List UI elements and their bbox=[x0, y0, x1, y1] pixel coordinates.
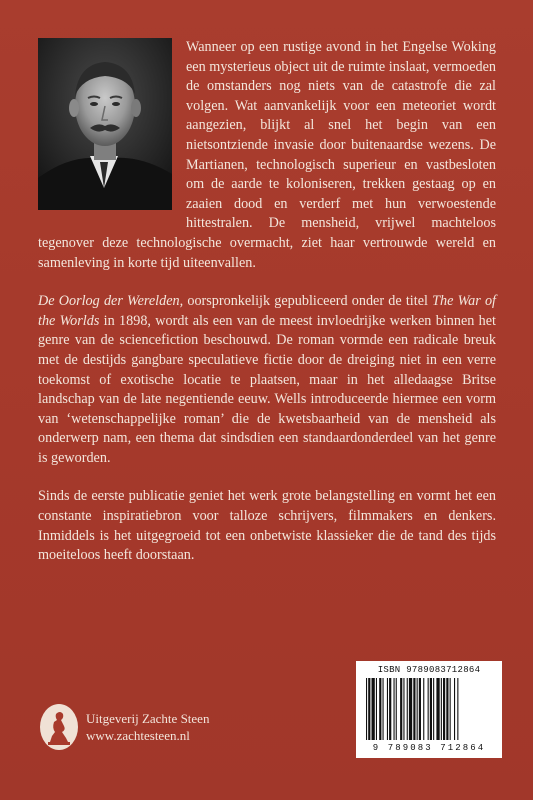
barcode-stripe bbox=[433, 678, 434, 740]
barcode-stripe bbox=[387, 678, 388, 740]
barcode-stripe bbox=[454, 678, 455, 740]
book-title: De Oorlog der Werelden, bbox=[38, 293, 184, 310]
barcode-stripe bbox=[423, 678, 424, 740]
thinker-statue-icon bbox=[40, 704, 78, 750]
publisher-url: www.zachtesteen.nl bbox=[86, 728, 190, 743]
barcode-stripe bbox=[450, 678, 451, 740]
blurb-paragraph-2-part-b: in 1898, wordt als een van de meest invloedrijke werken binnen het genre van de sciencefiction beschouwd. De roman vormde een radicale breuk met de destijds gangbare speculatieve fictie door de dreiging niet in een verre toekomst of exotische locatie te plaatsen, maar in het alledaagse Britse landschap van de late negentiende eeuw. Wells introduceerde hiermee een vorm van ‘wetenschappelijke roman’ die de kwetsbaarheid van de mensheid als onderwerp nam, een thema dat sindsdien een standaardonderdeel van het genre is geworden. bbox=[38, 312, 496, 466]
barcode-stripe bbox=[417, 678, 418, 740]
barcode-stripe bbox=[368, 678, 370, 740]
barcode-stripe bbox=[419, 678, 421, 740]
barcode-digits: 9 789083 712864 bbox=[372, 743, 486, 753]
barcode-stripe bbox=[394, 678, 395, 740]
barcode-stripe bbox=[436, 678, 439, 740]
barcode bbox=[356, 661, 502, 758]
barcode-stripe bbox=[389, 678, 391, 740]
barcode-stripe bbox=[403, 678, 404, 740]
barcode-stripe bbox=[376, 678, 377, 740]
portrait-spacer bbox=[38, 38, 186, 216]
barcode-stripe bbox=[457, 678, 458, 740]
barcode-bars bbox=[366, 678, 492, 740]
barcode-stripe bbox=[413, 678, 415, 740]
barcode-stripe bbox=[428, 678, 429, 740]
blurb-paragraph-2-part-a: oorspronkelijk gepubliceerd onder de titel bbox=[183, 293, 433, 310]
publisher-name: Uitgeverij Zachte Steen bbox=[86, 711, 210, 726]
barcode-stripe bbox=[443, 678, 445, 740]
barcode-stripe bbox=[409, 678, 412, 740]
barcode-stripe bbox=[400, 678, 402, 740]
isbn-label: ISBN 9789083712864 bbox=[377, 665, 481, 675]
barcode-stripe bbox=[407, 678, 408, 740]
barcode-stripe bbox=[372, 678, 375, 740]
publisher-text bbox=[86, 710, 209, 744]
barcode-stripe bbox=[379, 678, 381, 740]
publisher-block bbox=[40, 702, 209, 752]
barcode-stripe bbox=[441, 678, 442, 740]
blurb-paragraph-3: Sinds de eerste publicatie geniet het werk grote belangstelling en vormt het een constante inspiratiebron voor talloze schrijvers, filmmakers en denkers. Inmiddels is het uitgegroeid tot een onbetwiste klassieker die de tand des tijds moeiteloos heeft doorstaan. bbox=[38, 488, 496, 564]
barcode-stripe bbox=[446, 678, 448, 740]
blurb-paragraph-2 bbox=[38, 292, 496, 468]
blurb bbox=[38, 38, 496, 566]
barcode-stripe bbox=[383, 678, 384, 740]
barcode-stripe bbox=[366, 678, 367, 740]
original-title: The War of the Worlds bbox=[38, 293, 496, 329]
barcode-stripe bbox=[430, 678, 432, 740]
blurb-paragraph-1: Wanneer op een rustige avond in het Engelse Woking een mysterieus object uit de ruimte inslaat, vermoeden de omstanders nog niets van de catastrofe die zal volgen. Wat aanvankelijk voor een meteoriet wordt aangezien, blijkt al snel het begin van een nietsontziende invasie door buitenaardse wezens. De Martianen, technologisch superieur en vastbesloten om de aarde te koloniseren, trekken gestaag op en zaaien dood en verderf met hun verwoestende hittestralen. De mensheid, vrijwel machteloos tegenover deze technologische overmacht, ziet haar vertrouwde wereld en samenleving in korte tijd uiteenvallen. bbox=[38, 39, 496, 271]
barcode-stripe bbox=[396, 678, 397, 740]
